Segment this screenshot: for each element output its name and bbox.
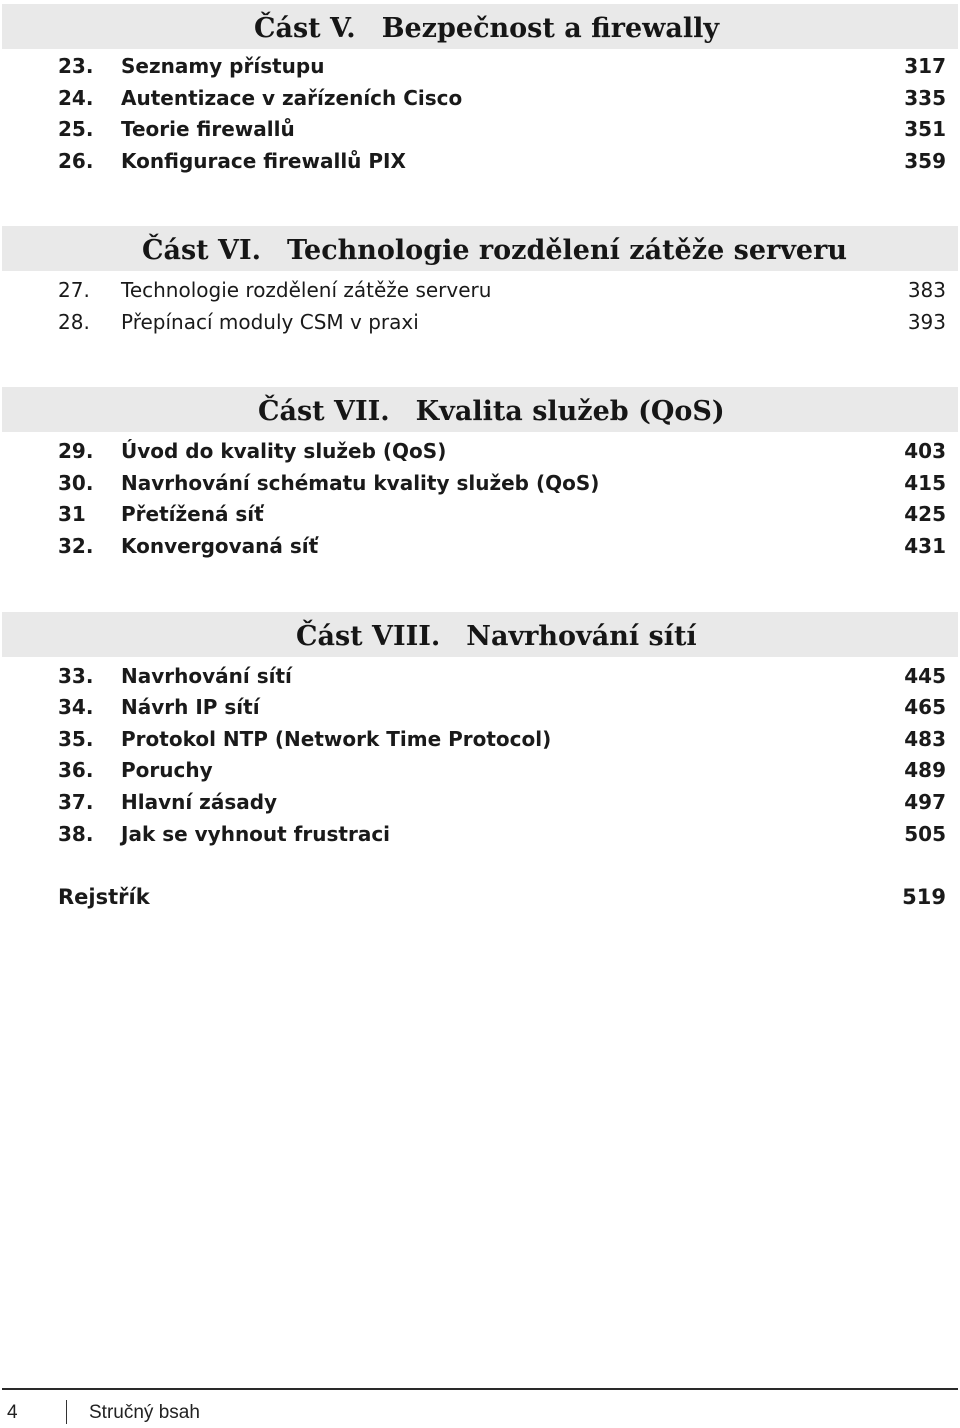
chapter-title: Teorie firewallů (121, 117, 295, 141)
chapter-page: 383 (907, 278, 946, 302)
part-heading (258, 387, 725, 432)
chapter-number: 37. (58, 790, 94, 814)
toc-entry[interactable] (58, 467, 946, 499)
toc-entry[interactable] (58, 498, 946, 530)
chapter-number: 38. (58, 822, 94, 846)
part-name: Technologie rozdělení zátěže serveru (287, 235, 847, 266)
toc-entry[interactable] (58, 145, 946, 177)
chapter-number: 24. (58, 86, 94, 110)
chapter-number: 29. (58, 439, 94, 463)
chapter-number: 25. (58, 117, 94, 141)
part-header-band (2, 4, 958, 49)
footer-rule (2, 1388, 958, 1390)
toc-entry[interactable] (58, 435, 946, 467)
chapter-title: Hlavní zásady (121, 790, 278, 814)
chapter-page: 403 (904, 439, 946, 463)
chapter-number: 28. (58, 310, 90, 334)
chapter-title: Navrhování schématu kvality služeb (QoS) (121, 471, 600, 495)
part-heading (142, 226, 847, 271)
chapter-page: 445 (904, 664, 946, 688)
chapter-page: 431 (904, 534, 946, 558)
part-name: Kvalita služeb (QoS) (415, 396, 725, 427)
chapter-number: 23. (58, 54, 94, 78)
chapter-title: Technologie rozdělení zátěže serveru (121, 278, 492, 302)
chapter-number: 26. (58, 149, 94, 173)
chapter-page: 335 (904, 86, 946, 110)
footer-separator (66, 1400, 67, 1424)
part-header-band (2, 226, 958, 271)
chapter-page: 359 (904, 149, 946, 173)
part-header-band (2, 612, 958, 657)
toc-entry[interactable] (58, 50, 946, 82)
part-name: Bezpečnost a firewally (381, 13, 720, 44)
toc-entry[interactable] (58, 691, 946, 723)
footer-title: Stručný bsah (89, 1402, 200, 1423)
toc-entry[interactable] (58, 274, 946, 306)
chapter-page: 489 (904, 758, 946, 782)
chapter-number: 31 (58, 502, 86, 526)
part-name: Navrhování sítí (466, 621, 697, 652)
part-number: Část VI. (142, 235, 262, 266)
chapter-page: 317 (904, 54, 946, 78)
toc-entry[interactable] (58, 82, 946, 114)
toc-entry[interactable] (58, 530, 946, 562)
chapter-page: 497 (904, 790, 946, 814)
toc-entry[interactable] (58, 786, 946, 818)
chapter-page: 465 (904, 695, 946, 719)
chapter-page: 351 (904, 117, 946, 141)
chapter-number: 32. (58, 534, 94, 558)
chapter-number: 34. (58, 695, 94, 719)
toc-entry[interactable] (58, 113, 946, 145)
chapter-title: Konfigurace firewallů PIX (121, 149, 406, 173)
chapter-title: Navrhování sítí (121, 664, 292, 688)
chapter-number: 30. (58, 471, 94, 495)
chapter-title: Přetížená síť (121, 502, 264, 526)
chapter-page: 425 (904, 502, 946, 526)
chapter-title: Seznamy přístupu (121, 54, 325, 78)
toc-entry[interactable] (58, 754, 946, 786)
chapter-title: Návrh IP sítí (121, 695, 260, 719)
chapter-number: 33. (58, 664, 94, 688)
chapter-title: Poruchy (121, 758, 213, 782)
chapter-number: 36. (58, 758, 94, 782)
chapter-title: Úvod do kvality služeb (QoS) (121, 439, 447, 463)
chapter-page: 483 (904, 727, 946, 751)
toc-entry[interactable] (58, 306, 946, 338)
part-number: Část VIII. (296, 621, 441, 652)
part-number: Část V. (254, 13, 356, 44)
part-number: Část VII. (258, 396, 390, 427)
part-heading (254, 4, 719, 49)
index-label: Rejstřík (58, 885, 150, 909)
chapter-page: 415 (904, 471, 946, 495)
toc-entry[interactable] (58, 818, 946, 850)
toc-index-entry[interactable] (58, 881, 946, 913)
toc-entry[interactable] (58, 723, 946, 755)
chapter-title: Přepínací moduly CSM v praxi (121, 310, 419, 334)
chapter-title: Protokol NTP (Network Time Protocol) (121, 727, 552, 751)
footer-page-number: 4 (7, 1402, 18, 1423)
part-header-band (2, 387, 958, 432)
chapter-title: Jak se vyhnout frustraci (121, 822, 391, 846)
chapter-title: Autentizace v zařízeních Cisco (121, 86, 463, 110)
chapter-page: 505 (904, 822, 946, 846)
chapter-title: Konvergovaná síť (121, 534, 319, 558)
chapter-number: 27. (58, 278, 90, 302)
part-heading (296, 612, 697, 657)
index-page: 519 (902, 885, 946, 909)
chapter-number: 35. (58, 727, 94, 751)
toc-entry[interactable] (58, 660, 946, 692)
chapter-page: 393 (907, 310, 946, 334)
